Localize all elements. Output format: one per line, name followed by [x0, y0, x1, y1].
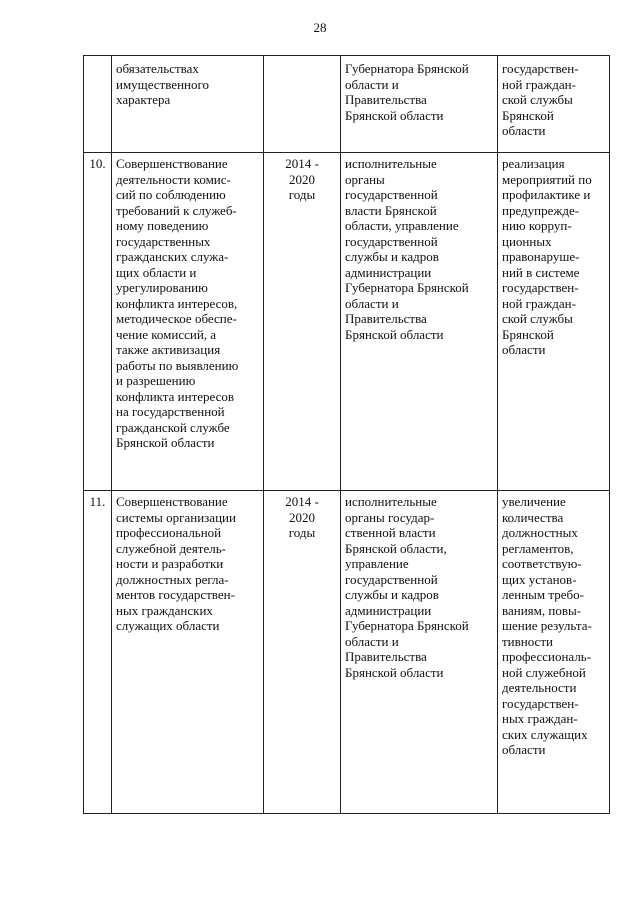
row-number-cell: 10. [84, 153, 112, 491]
period-cell: 2014 - 2020 годы [264, 491, 341, 814]
table-row [84, 153, 610, 491]
result-cell: реализация мероприятий по профилактике и предупрежде- нию корруп- ционных правонаруше- ний в системе государствен- ной граждан- ской службы Брянской области [498, 153, 610, 491]
action-cell: обязательствах имущественного характера [112, 56, 264, 153]
executor-cell: исполнительные органы государственной власти Брянской области, управление государственной службы и кадров администрации Губернатора Брянской области и Правительства Брянской области [341, 153, 498, 491]
period-cell: 2014 - 2020 годы [264, 153, 341, 491]
result-cell: увеличение количества должностных регламентов, соответствую- щих установ- ленным требо- ваниям, повы- шение результа- тивности профессиональ- ной служебной деятельности государствен- ных граждан- ских служащих области [498, 491, 610, 814]
page-number: 28 [313, 20, 327, 35]
measures-table [83, 55, 610, 814]
action-cell: Совершенствование системы организации профессиональной служебной деятель- ности и разработки должностных регла- ментов государствен- ных гражданских служащих области [112, 491, 264, 814]
result-cell: государствен- ной граждан- ской службы Брянской области [498, 56, 610, 153]
row-number-cell: 11. [84, 491, 112, 814]
row-number-cell [84, 56, 112, 153]
executor-cell: Губернатора Брянской области и Правительства Брянской области [341, 56, 498, 153]
period-cell [264, 56, 341, 153]
action-cell: Совершенствование деятельности комис- сий по соблюдению требований к служеб- ному поведению государственных гражданских служа- щих области и урегулированию конфликта интересов, методическое обеспе- чение комиссий, а также активизация работы по выявлению и разрешению конфликта интересов на государственной гражданской службе Брянской области [112, 153, 264, 491]
table-row [84, 491, 610, 814]
executor-cell: исполнительные органы государ- ственной власти Брянской области, управление государственной службы и кадров администрации Губернатора Брянской области и Правительства Брянской области [341, 491, 498, 814]
table-row [84, 56, 610, 153]
